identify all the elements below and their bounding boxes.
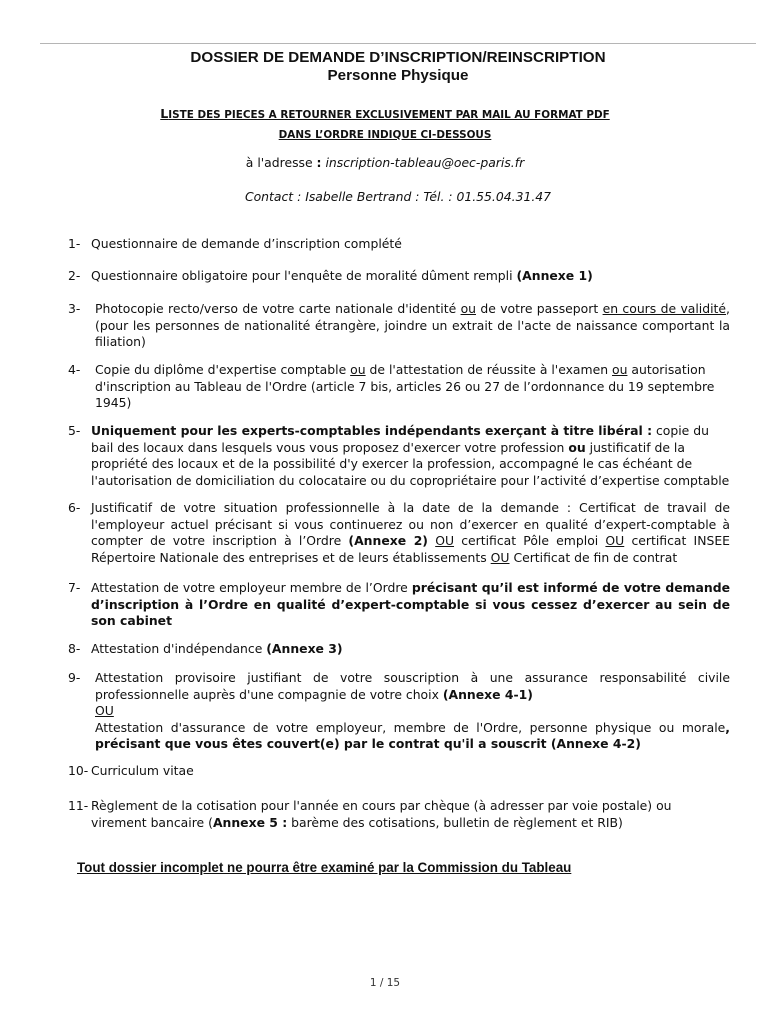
incomplete-notice: Tout dossier incomplet ne pourra être examiné par la Commission du Tableau: [77, 860, 572, 875]
list-title-line1: LISTE DES PIECES A RETOURNER EXCLUSIVEMENT PAR MAIL AU FORMAT PDF: [160, 106, 610, 121]
list-item: 3- Photocopie recto/verso de votre carte nationale d'identité ou de votre passeport en cours de validité, (pour les personnes de nationalité étrangère, joindre un extrait de l'acte de naissance comportant la filiation): [68, 301, 730, 349]
list-item: 7- Attestation de votre employeur membre de l’Ordre précisant qu’il est informé de votre demande d’inscription à l’Ordre en qualité d’expert-comptable si vous cessez d’exercer au sein de son cabinet: [68, 580, 730, 628]
list-item: 8- Attestation d'indépendance (Annexe 3): [68, 641, 343, 656]
document-title: DOSSIER DE DEMANDE D’INSCRIPTION/REINSCRIPTION: [190, 49, 606, 66]
list-item: 1- Questionnaire de demande d’inscription complété: [68, 236, 402, 251]
document-subtitle: Personne Physique: [327, 67, 469, 84]
top-divider: [40, 43, 756, 44]
list-item: 11- Règlement de la cotisation pour l'année en cours par chèque (à adresser par voie postale) ou virement bancaire (Annexe 5 : barème des cotisations, bulletin de règlement et RIB): [68, 798, 672, 830]
page-number: 1 / 15: [369, 977, 401, 989]
address-line: à l'adresse : inscription-tableau@oec-paris.fr: [245, 155, 525, 170]
list-item: 6- Justificatif de votre situation professionnelle à la date de la demande : Certificat de travail de l'employeur actuel précisant si vous continuerez ou non d’exercer en qualité d’expert-comptable à compter de votre inscription à l’Ordre (Annexe 2) OU certificat Pôle emploi OU certificat INSEE Répertoire Nationale des entreprises et de leurs établissements OU Certificat de fin de contrat: [68, 500, 730, 565]
list-item: 10- Curriculum vitae: [68, 763, 194, 778]
email-link[interactable]: inscription-tableau@oec-paris.fr: [325, 155, 525, 170]
list-item: 5- Uniquement pour les experts-comptables indépendants exerçant à titre libéral : copie du bail des locaux dans lesquels vous vous proposez d'exercer votre profession ou justificatif de la propriété des locaux et de la possibilité d'y exercer la profession, accompagné le cas échéant de l'autorisation de domiciliation du colocataire ou du copropriétaire pour l’activité d’expertise comptable: [68, 423, 730, 488]
contact-line: Contact : Isabelle Bertrand : Tél. : 01.55.04.31.47: [244, 189, 552, 204]
list-title-line2: DANS L’ORDRE INDIQUE CI-DESSOUS: [278, 129, 492, 141]
list-item: 9- Attestation provisoire justifiant de votre souscription à une assurance responsabilité civile professionnelle auprès d'une compagnie de votre choix (Annexe 4-1) OU Attestation d'assurance de votre employeur, membre de l'Ordre, personne physique ou morale, précisant que vous êtes couvert(e) par le contrat qu'il a souscrit (Annexe 4-2): [68, 670, 730, 751]
list-item: 4- Copie du diplôme d'expertise comptable ou de l'attestation de réussite à l'examen ou autorisation d'inscription au Tableau de l'Ordre (article 7 bis, articles 26 ou 27 de l’ordonnance du 19 septembre 1945): [68, 362, 715, 410]
list-item: 2- Questionnaire obligatoire pour l'enquête de moralité dûment rempli (Annexe 1): [68, 268, 593, 283]
